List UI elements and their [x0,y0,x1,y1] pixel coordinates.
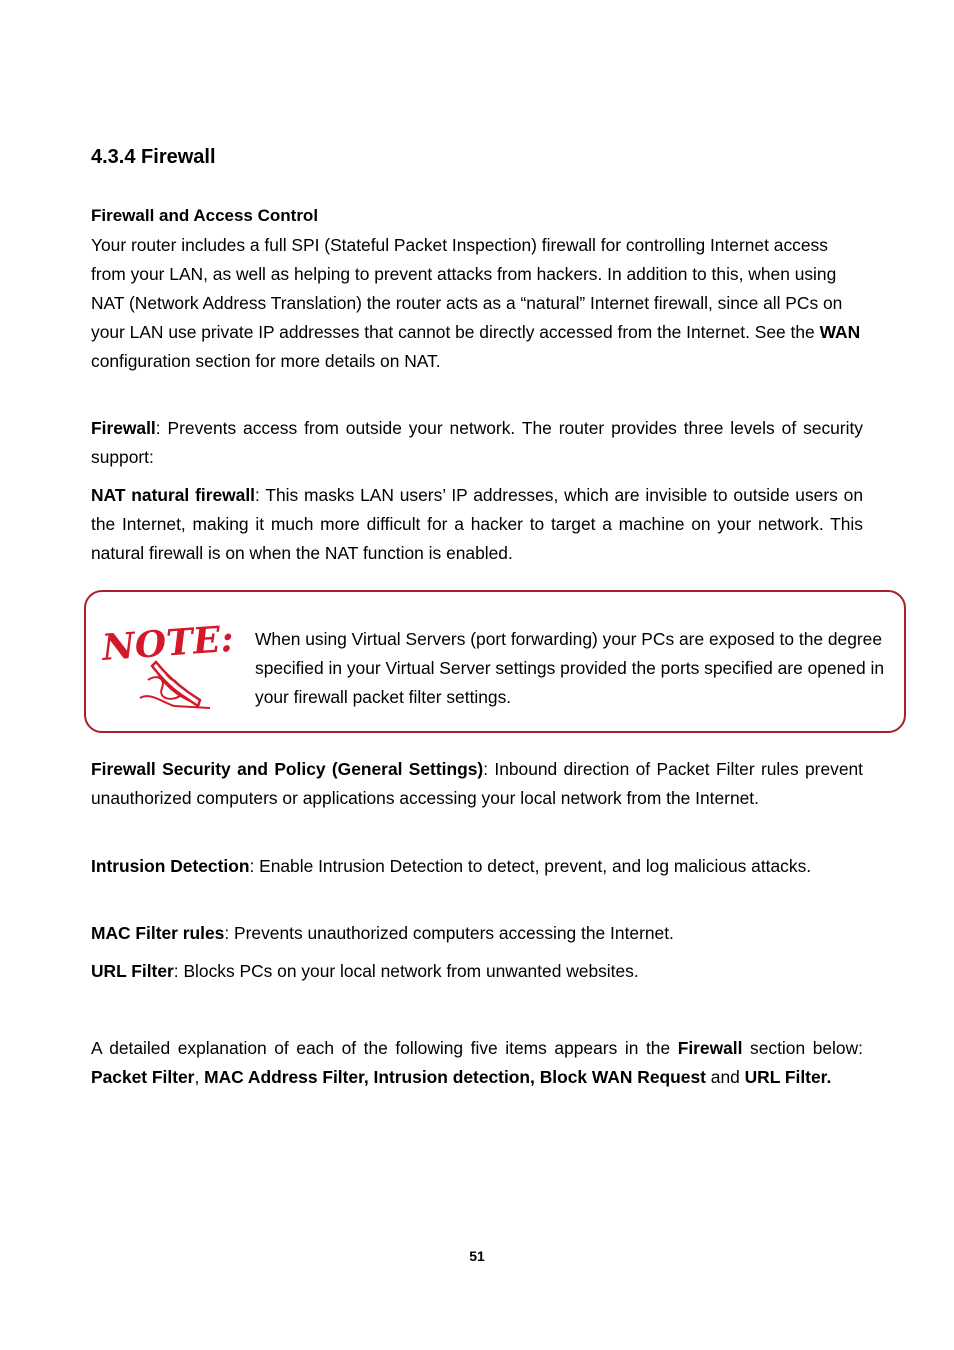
intro-paragraph [91,231,863,376]
firewall-definition [91,414,863,472]
summary-text-3: , [194,1067,205,1087]
url-term: URL Filter [91,961,174,981]
summary-bold-packet-filter: Packet Filter [91,1067,195,1087]
note-pencil-icon [100,614,236,714]
summary-text-4: and [705,1067,745,1087]
intro-bold-wan: WAN [819,322,861,342]
url-text: : Blocks PCs on your local network from unwanted websites. [173,961,639,981]
nat-text: : This masks LAN users’ IP addresses, which are invisible to outside users on the Internet, making it much more difficult for a hacker to target a machine on your network. This natural firewall is on when the NAT function is enabled. [91,485,864,563]
mac-definition [91,919,863,948]
summary-bold-url-filter: URL Filter. [744,1067,832,1087]
section-heading: 4.3.4 Firewall [91,146,216,168]
page-number: 51 [469,1248,485,1264]
intrusion-term: Intrusion Detection [91,856,250,876]
summary-bold-items: MAC Address Filter, Intrusion detection, Block WAN Request [204,1067,706,1087]
nat-term: NAT natural firewall [91,485,256,505]
summary-text-1: A detailed explanation of each of the following five items appears in the [91,1038,678,1058]
summary-paragraph [91,1034,863,1092]
policy-term: Firewall Security and Policy (General Settings) [91,759,484,779]
note-box [84,590,906,733]
intro-text-2: configuration section for more details on NAT. [91,351,441,371]
note-text: When using Virtual Servers (port forwarding) your PCs are exposed to the degree specified in your Virtual Server settings provided the ports specified are opened in your firewall packet filter settings. [255,629,885,707]
url-definition [91,957,863,986]
mac-term: MAC Filter rules [91,923,225,943]
firewall-text: : Prevents access from outside your network. The router provides three levels of security support: [91,418,863,467]
firewall-term: Firewall [91,418,156,438]
nat-definition [91,481,863,568]
intro-text-1: Your router includes a full SPI (Stateful Packet Inspection) firewall for controlling Internet access from your LAN, as well as helping to prevent attacks from hackers. In addition to this, when using NAT (Network Address Translation) the router acts as a “natural” Internet firewall, since all PCs on your LAN use private IP addresses that cannot be directly accessed from the Internet. See the [91,235,843,342]
summary-bold-firewall: Firewall [677,1038,743,1058]
summary-text-2: section below: [742,1038,863,1058]
mac-text: : Prevents unauthorized computers accessing the Internet. [224,923,674,943]
intrusion-definition [91,852,863,881]
policy-text: : Inbound direction of Packet Filter rules prevent unauthorized computers or applications accessing your local network from the Internet. [91,759,864,808]
policy-definition [91,755,863,813]
intrusion-text: : Enable Intrusion Detection to detect, prevent, and log malicious attacks. [249,856,812,876]
subsection-heading: Firewall and Access Control [91,206,319,225]
note-logo-text: NOTE: [100,617,236,669]
